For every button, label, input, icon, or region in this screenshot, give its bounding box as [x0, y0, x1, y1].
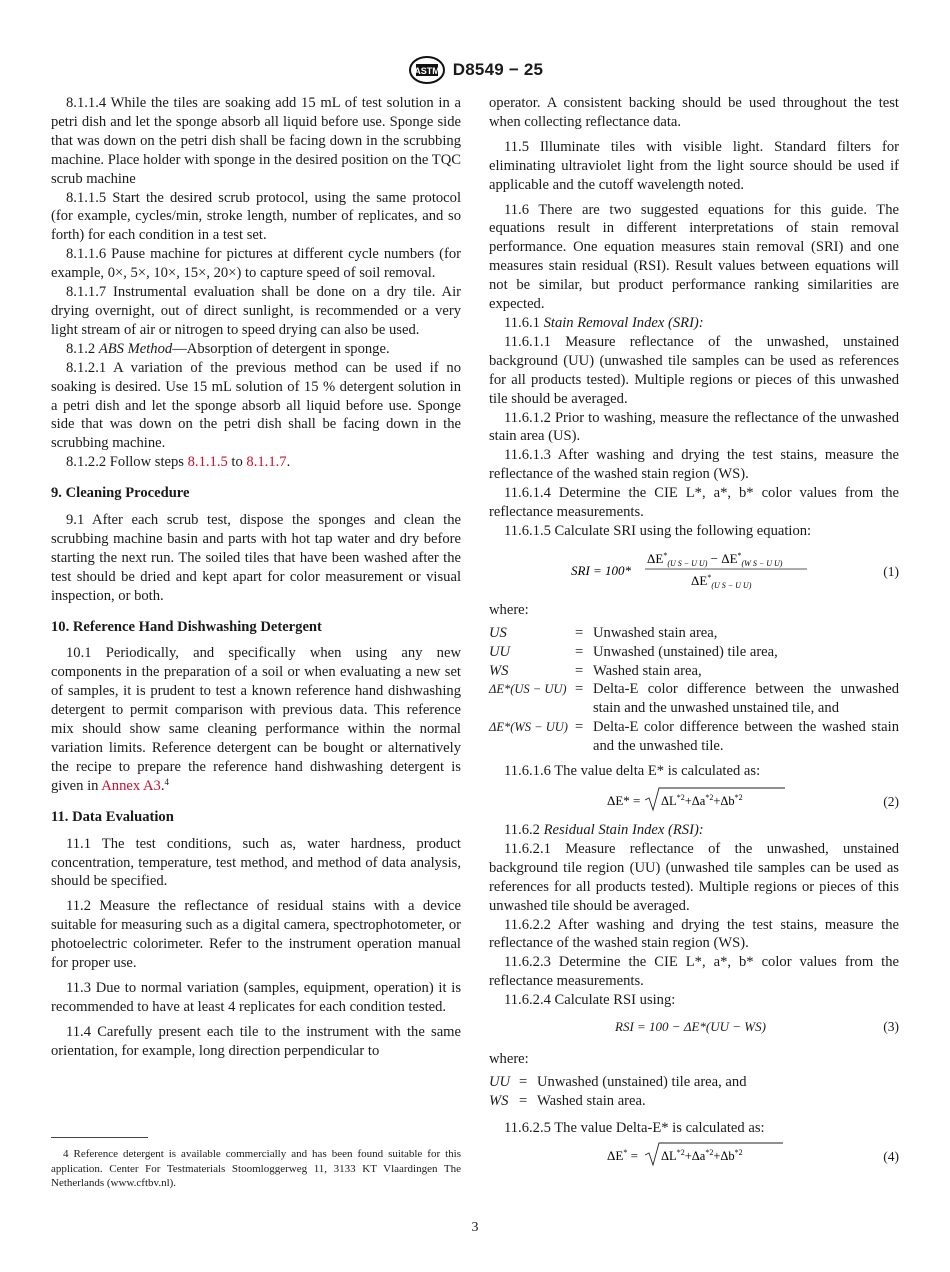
page-header — [0, 52, 950, 88]
definitions-list-2: UU = Unwashed (unstained) tile area, and WS = Washed stain area. — [489, 1073, 899, 1111]
definition-term: US — [489, 624, 507, 641]
svg-text:ΔE* =: ΔE* = — [607, 793, 641, 808]
equation-1 — [489, 549, 899, 591]
svg-text:ΔE*(U S − U U) − ΔE*(W S − U U: $\Delta E^*_{(U S - U U)} - \Delta E^*_{(W S - U U)}$ — [647, 550, 783, 568]
paragraph-11-6-1-1: 11.6.1.1 Measure reflectance of the unwashed, unstained background (UU) (unwashed tile samples can be used as references for all products tested). Multiple regions or pieces of this unwashed tile should be averaged. — [489, 333, 899, 407]
paragraph-11-6-2-3: 11.6.2.3 Determine the CIE L*, a*, b* color values from the reflectance measurements. — [489, 954, 899, 990]
svg-text:ΔE*(U S − U U): $\Delta E^*_{(U S - U U)}$ — [691, 572, 752, 590]
equation-3-formula: RSI = 100 − ΔE*(UU − WS) — [615, 1019, 766, 1035]
paragraph-8-1-2-2: 8.1.2.2 Follow steps 8.1.1.5 to 8.1.1.7. — [66, 454, 291, 471]
paragraph-11-6-1: 11.6.1 Stain Removal Index (SRI): — [504, 314, 704, 331]
definition-desc: Washed stain area. — [537, 1092, 646, 1109]
definition-desc: Unwashed (unstained) tile area, — [593, 643, 778, 660]
paragraph-8-1-1-5: 8.1.1.5 Start the desired scrub protocol, using the same protocol (for example, cycles/min, stroke length, number of replicates, and so forth) for each condition in a test set. — [51, 189, 461, 244]
paragraph-11-6-2: 11.6.2 Residual Stain Index (RSI): — [504, 822, 704, 838]
paragraph-11-6-1-3: 11.6.1.3 After washing and drying the test stains, measure the reflectance of the washed stain region (WS). — [489, 447, 899, 483]
where-label-1: where: — [489, 601, 529, 618]
svg-text:ΔL*2+Δa*2+Δb*2: $\Delta L^{*2}+\Delta a^{*2}+\Delta b^{*2}$ — [661, 1147, 743, 1163]
paragraph-11-3: 11.3 Due to normal variation (samples, equipment, operation) it is recommended to have at least 4 replicates for each condition tested. — [51, 979, 461, 1015]
paragraph-11-5: 11.5 Illuminate tiles with visible light. Standard filters for eliminating ultraviolet light from the light source should be used if applicable and the cutoff wavelength noted. — [489, 138, 899, 193]
equation-2 — [489, 785, 899, 817]
definition-term: WS — [489, 1092, 509, 1109]
definition-term: ΔE*(US − UU) — [489, 682, 567, 697]
paragraph-8-1-1-7: 8.1.1.7 Instrumental evaluation shall be done on a dry tile. Air drying overnight, out of direct sunlight, is recommended or a very light stream of air or nitrogen to speed drying can also be used. — [51, 284, 461, 338]
section-heading-9: 9. Cleaning Procedure — [51, 485, 190, 502]
paragraph-8-1-1-4: 8.1.1.4 While the tiles are soaking add 15 mL of test solution in a petri dish and let the sponge absorb all liquid before use. Sponge side that was down on the petri dish shall be facing down in the scrubbing machine. Place holder with sponge in the desired position on the TQC scrub machine — [51, 95, 461, 187]
footnote-4: 4 Reference detergent is available commercially and has been found suitable for this application. Center For Testmaterials Stoomloggerweg 11, 3133 KT Vlaardingen The Netherlands (www.cftbv.nl). — [51, 1148, 461, 1189]
svg-text:SRI = 100*: SRI = 100* — [571, 562, 632, 578]
equation-4-number: (4) — [883, 1148, 899, 1164]
equation-3 — [489, 1014, 899, 1040]
definition-desc: Delta-E color difference between the washed stain and the unwashed tile. — [593, 719, 899, 755]
left-column — [51, 94, 461, 1061]
paragraph-11-6: 11.6 There are two suggested equations for this guide. The equations result in different interpretations of stain removal performance. One equation measures stain removal (SRI) and one measures stain residual (RSI). Result values between equations will not be similar, but product performance ranking similarities are expected. — [489, 201, 899, 313]
paragraph-11-6-2-2: 11.6.2.2 After washing and drying the test stains, measure the reflectance of the washed stain region (WS). — [489, 916, 899, 952]
equation-1-number: (1) — [883, 563, 899, 579]
paragraph-11-6-1-2: 11.6.1.2 Prior to washing, measure the reflectance of the unwashed stain area (US). — [489, 409, 899, 445]
svg-text:ASTM: ASTM — [414, 66, 440, 76]
svg-text:ΔE* =: ΔE* = — [607, 1147, 638, 1163]
paragraph-11-6-2-4: 11.6.2.4 Calculate RSI using: — [504, 992, 676, 1009]
paragraph-9-1: 9.1 After each scrub test, dispose the sponges and clean the scrubbing machine basin and parts with hot tap water and dry before starting the next run. The soiled tiles that have been washed after the test should be dried and kept apart for color measurement or visual inspection, or both. — [51, 512, 461, 604]
right-column — [489, 94, 899, 1172]
paragraph-11-1: 11.1 The test conditions, such as, water hardness, product concentration, temperature, test method, and method of data analysis, should be specified. — [51, 835, 461, 890]
definition-term: ΔE*(WS − UU) — [489, 720, 568, 735]
equation-4 — [489, 1140, 899, 1170]
equation-3-number: (3) — [883, 1019, 899, 1035]
definition-term: UU — [489, 1073, 511, 1090]
page-number: 3 — [471, 1220, 479, 1235]
definition-desc: Washed stain area, — [593, 662, 702, 679]
link-8-1-1-7[interactable]: 8.1.1.7 — [246, 454, 287, 471]
link-8-1-1-5[interactable]: 8.1.1.5 — [187, 454, 228, 471]
paragraph-11-6-1-5: 11.6.1.5 Calculate SRI using the following equation: — [504, 522, 812, 539]
equation-2-formula — [605, 785, 805, 815]
footnote-rule — [51, 1137, 148, 1138]
paragraph-11-6-2-1: 11.6.2.1 Measure reflectance of the unwashed, unstained background tile region (UU) (unwashed tile samples can be used as references for all products tested). Multiple regions or pieces of this unwashed tile should be averaged. — [489, 840, 899, 914]
paragraph-8-1-1-6: 8.1.1.6 Pause machine for pictures at different cycle numbers (for example, 0×, 5×, 10×, 15×, 20×) to capture speed of soil removal. — [51, 246, 461, 282]
astm-logo-icon — [407, 55, 447, 85]
definition-term: WS — [489, 662, 509, 679]
paragraph-11-2: 11.2 Measure the reflectance of residual stains with a device suitable for measuring such as a digital camera, spectrophotometer, or photoelectric colorimeter. Refer to the instrument operation manual for proper use. — [51, 898, 461, 972]
definition-desc: Delta-E color difference between the unwashed stain and the unwashed unstained tile, and — [593, 681, 899, 717]
definitions-list-1: US = Unwashed stain area, UU = Unwashed (unstained) tile area, WS = Washed stain area, ΔE*(US − UU) = Delta-E color difference between the unwashed stain and the unwashed unstained tile, and ΔE*(WS − UU) = Delta-E color difference between the washed stain and the unwashed tile. — [489, 624, 899, 755]
definition-term: UU — [489, 643, 511, 660]
definition-desc: Unwashed (unstained) tile area, and — [537, 1073, 747, 1090]
paragraph-11-6-1-4: 11.6.1.4 Determine the CIE L*, a*, b* color values from the reflectance measurements. — [489, 485, 899, 521]
paragraph-11-6-2-5: 11.6.2.5 The value Delta-E* is calculated as: — [504, 1119, 765, 1136]
definition-desc: Unwashed stain area, — [593, 624, 718, 641]
equation-2-number: (2) — [883, 794, 899, 809]
section-heading-11: 11. Data Evaluation — [51, 808, 174, 825]
equation-1-formula — [565, 549, 905, 591]
paragraph-11-4-continued: operator. A consistent backing should be used throughout the test when collecting reflectance data. — [489, 95, 899, 130]
footnote-ref-4[interactable]: 4 — [164, 776, 170, 787]
link-annex-a3[interactable]: Annex A3 — [101, 777, 161, 794]
equation-4-formula — [605, 1140, 805, 1170]
paragraph-8-1-2-1: 8.1.2.1 A variation of the previous method can be used if no soaking is desired. Use 15 mL solution of 15 % detergent solution in a petri dish and let the sponge absorb all liquid before use. Sponge side that was down on the petri dish shall be facing down in the scrubbing machine. — [51, 359, 461, 452]
standard-designation: D8549 − 25 — [452, 60, 544, 79]
svg-text:ΔL*2+Δa*2+Δb*2: $\Delta L^{*2}+\Delta a^{*2}+\Delta b^{*2}$ — [661, 793, 743, 808]
paragraph-8-1-2: 8.1.2 ABS Method—Absorption of detergent in sponge. — [66, 340, 390, 357]
section-heading-10: 10. Reference Hand Dishwashing Detergent — [51, 618, 322, 635]
paragraph-11-4: 11.4 Carefully present each tile to the instrument with the same orientation, for example, long direction perpendicular to — [51, 1023, 461, 1059]
paragraph-10-1: 10.1 Periodically, and specifically when using any new components in the preparation of a soil or when evaluating a new set of samples, it is prudent to test a known reference hand dishwashing detergent to permit comparison with previous data. This reference mix should show same cleaning performance within the normal variation limits. Reference detergent can be bought or alternatively the recipe to prepare the reference hand dishwashing detergent is given in Annex A3.$^4$ — [51, 645, 461, 794]
paragraph-11-6-1-6: 11.6.1.6 The value delta E* is calculated as: — [504, 763, 761, 780]
where-label-2: where: — [489, 1051, 529, 1068]
